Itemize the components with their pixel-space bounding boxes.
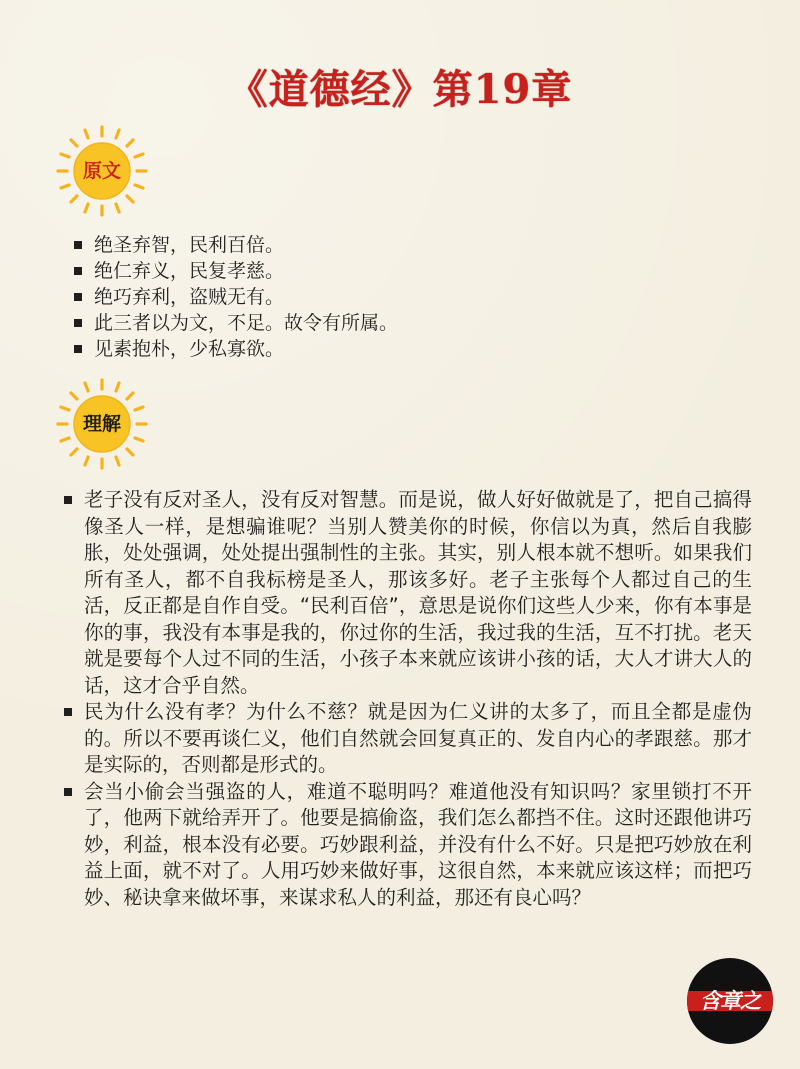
list-item <box>72 258 752 284</box>
paragraph-text: 老子没有反对圣人，没有反对智慧。而是说，做人好好做就是了，把自己搞得像圣人一样，是想骗谁呢？当别人赞美你的时候，你信以为真，然后自我膨胀，处处强调，处处提出强制性的主张。其实，别人根本就不想听。如果我们所有圣人，都不自我标榜是圣人，那该多好。老子主张每个人都过自己的生活，反正都是自作自受。“民利百倍”，意思是说你们这些人少来，你有本事是你的事，我没有本事是我的，你过你的生活，我过我的生活，互不打扰。老天就是要每个人过不同的生活，小孩子本来就应该讲小孩的话，大人才讲大人的话，这才合乎自然。 <box>84 488 752 697</box>
list-item-text: 见素抱朴，少私寡欲。 <box>94 338 285 360</box>
section-label-original: 原文 <box>82 160 121 182</box>
section-badge-understand <box>52 374 152 474</box>
list-item <box>72 232 752 258</box>
paragraph-text: 民为什么没有孝？为什么不慈？就是因为仁义讲的太多了，而且全都是虚伪的。所以不要再谈仁义，他们自然就会回复真正的、发自内心的孝跟慈。那才是实际的，否则都是形式的。 <box>84 700 752 776</box>
bullet-square-icon <box>74 319 82 327</box>
list-item-text: 绝仁弃义，民复孝慈。 <box>94 260 285 282</box>
bullet-square-icon <box>64 788 72 796</box>
section-label-understand: 理解 <box>82 413 121 435</box>
list-item <box>62 779 752 912</box>
list-item-text: 绝巧弃利，盗贼无有。 <box>94 286 285 308</box>
list-item <box>72 284 752 310</box>
original-text-list <box>72 232 752 362</box>
section-badge-original <box>52 121 152 221</box>
page-title: 《道德经》第19章 <box>227 66 573 113</box>
bullet-square-icon <box>64 708 72 716</box>
list-item-text: 此三者以为文，不足。故令有所属。 <box>94 312 399 334</box>
bullet-square-icon <box>74 293 82 301</box>
bullet-square-icon <box>74 345 82 353</box>
list-item <box>72 310 752 336</box>
paragraph-text: 会当小偷会当强盗的人，难道不聪明吗？难道他没有知识吗？家里锁打不开了，他两下就给弄开了。他要是搞偷盗，我们怎么都挡不住。这时还跟他讲巧妙，利益，根本没有必要。巧妙跟利益，并没有什么不好。只是把巧妙放在利益上面，就不对了。人用巧妙来做好事，这很自然，本来就应该这样；而把巧妙、秘诀拿来做坏事，来谋求私人的利益，那还有良心吗？ <box>84 779 752 909</box>
list-item <box>72 336 752 362</box>
bullet-square-icon <box>74 267 82 275</box>
logo-text: 含章之 <box>700 989 760 1013</box>
bullet-square-icon <box>74 241 82 249</box>
understanding-list <box>62 487 752 911</box>
brand-logo <box>687 958 773 1044</box>
list-item <box>62 699 752 779</box>
list-item-text: 绝圣弃智，民利百倍。 <box>94 234 285 256</box>
bullet-square-icon <box>64 496 72 504</box>
list-item <box>62 487 752 699</box>
